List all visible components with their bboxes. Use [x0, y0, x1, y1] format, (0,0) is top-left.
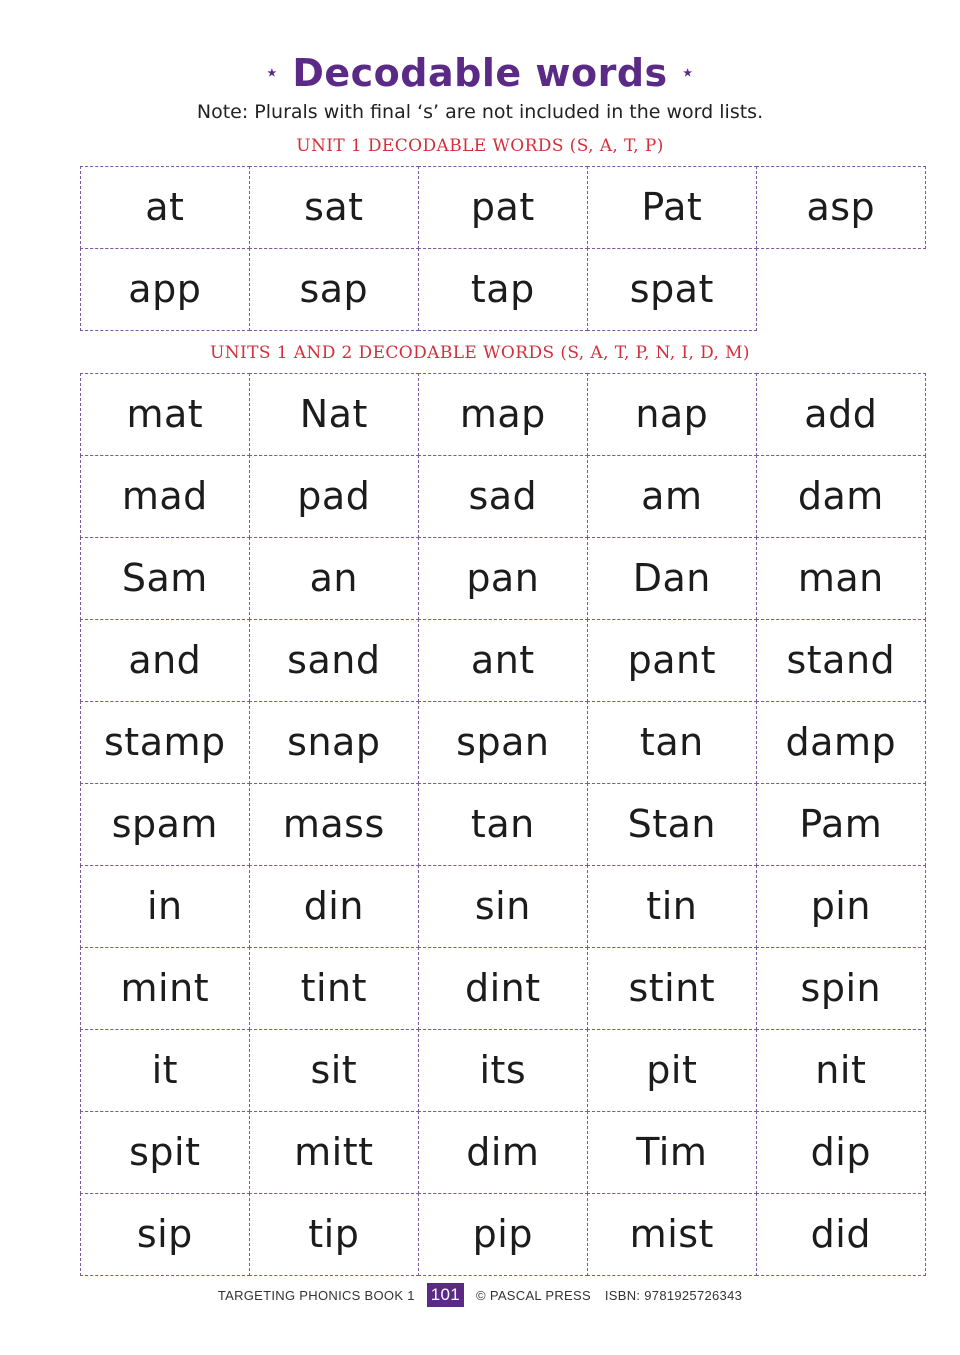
word-cell: in	[80, 865, 250, 948]
word-cell: Pat	[587, 166, 757, 249]
word-cell: Tim	[587, 1111, 757, 1194]
word-cell: pat	[418, 166, 588, 249]
word-cell: mitt	[249, 1111, 419, 1194]
page-footer	[0, 1283, 960, 1307]
footer-isbn: ISBN: 9781925726343	[604, 1287, 743, 1303]
word-cell: am	[587, 455, 757, 538]
word-cell: pant	[587, 619, 757, 702]
word-cell: span	[418, 701, 588, 784]
word-cell: and	[80, 619, 250, 702]
word-cell: spam	[80, 783, 250, 866]
word-cell: dip	[756, 1111, 926, 1194]
word-cell: sad	[418, 455, 588, 538]
section-heading-unit-1: UNIT 1 DECODABLE WORDS (S, A, T, P)	[296, 136, 664, 156]
word-grid-units-1-2	[80, 373, 925, 1275]
footer-book-title: TARGETING PHONICS BOOK 1	[217, 1287, 415, 1303]
word-cell: mist	[587, 1193, 757, 1276]
word-cell: ant	[418, 619, 588, 702]
word-cell: dim	[418, 1111, 588, 1194]
word-cell: Dan	[587, 537, 757, 620]
word-cell: Nat	[249, 373, 419, 456]
word-cell: snap	[249, 701, 419, 784]
word-cell: dint	[418, 947, 588, 1030]
word-cell: its	[418, 1029, 588, 1112]
word-cell: asp	[756, 166, 926, 249]
word-cell: pin	[756, 865, 926, 948]
word-cell: stamp	[80, 701, 250, 784]
section-heading-units-1-2: UNITS 1 AND 2 DECODABLE WORDS (S, A, T, P, N, I, D, M)	[210, 343, 750, 363]
word-cell: pit	[587, 1029, 757, 1112]
word-cell: nap	[587, 373, 757, 456]
word-cell: din	[249, 865, 419, 948]
word-cell: sin	[418, 865, 588, 948]
word-cell: sip	[80, 1193, 250, 1276]
word-cell: stand	[756, 619, 926, 702]
star-icon: ⋆	[681, 59, 695, 84]
word-cell: mad	[80, 455, 250, 538]
word-cell: Sam	[80, 537, 250, 620]
word-grid-unit-1	[80, 166, 925, 330]
word-cell: spat	[587, 248, 757, 331]
word-cell: mass	[249, 783, 419, 866]
word-cell: at	[80, 166, 250, 249]
word-cell: mint	[80, 947, 250, 1030]
word-cell: an	[249, 537, 419, 620]
word-cell: spin	[756, 947, 926, 1030]
note-text: Note: Plurals with final ‘s’ are not included in the word lists.	[196, 101, 764, 123]
word-cell: nit	[756, 1029, 926, 1112]
page-title	[0, 46, 960, 103]
word-cell: tap	[418, 248, 588, 331]
word-cell: tan	[418, 783, 588, 866]
word-cell: pad	[249, 455, 419, 538]
word-cell: app	[80, 248, 250, 331]
word-cell: spit	[80, 1111, 250, 1194]
word-cell: it	[80, 1029, 250, 1112]
word-cell: damp	[756, 701, 926, 784]
word-cell: pip	[418, 1193, 588, 1276]
word-cell: sat	[249, 166, 419, 249]
word-cell: did	[756, 1193, 926, 1276]
word-cell: tan	[587, 701, 757, 784]
word-cell: mat	[80, 373, 250, 456]
page-number: 101	[427, 1283, 464, 1307]
star-icon: ⋆	[265, 59, 279, 84]
page-title-text: Decodable words	[292, 51, 668, 95]
word-cell: tint	[249, 947, 419, 1030]
word-cell: stint	[587, 947, 757, 1030]
word-cell: add	[756, 373, 926, 456]
word-cell: map	[418, 373, 588, 456]
word-cell: Pam	[756, 783, 926, 866]
word-cell: tip	[249, 1193, 419, 1276]
word-cell: sand	[249, 619, 419, 702]
word-cell: dam	[756, 455, 926, 538]
word-cell: sit	[249, 1029, 419, 1112]
footer-publisher: © PASCAL PRESS	[476, 1287, 591, 1303]
word-cell: man	[756, 537, 926, 620]
word-cell: pan	[418, 537, 588, 620]
word-cell: Stan	[587, 783, 757, 866]
word-cell: tin	[587, 865, 757, 948]
footer-publisher-info	[476, 1288, 742, 1303]
word-cell: sap	[249, 248, 419, 331]
